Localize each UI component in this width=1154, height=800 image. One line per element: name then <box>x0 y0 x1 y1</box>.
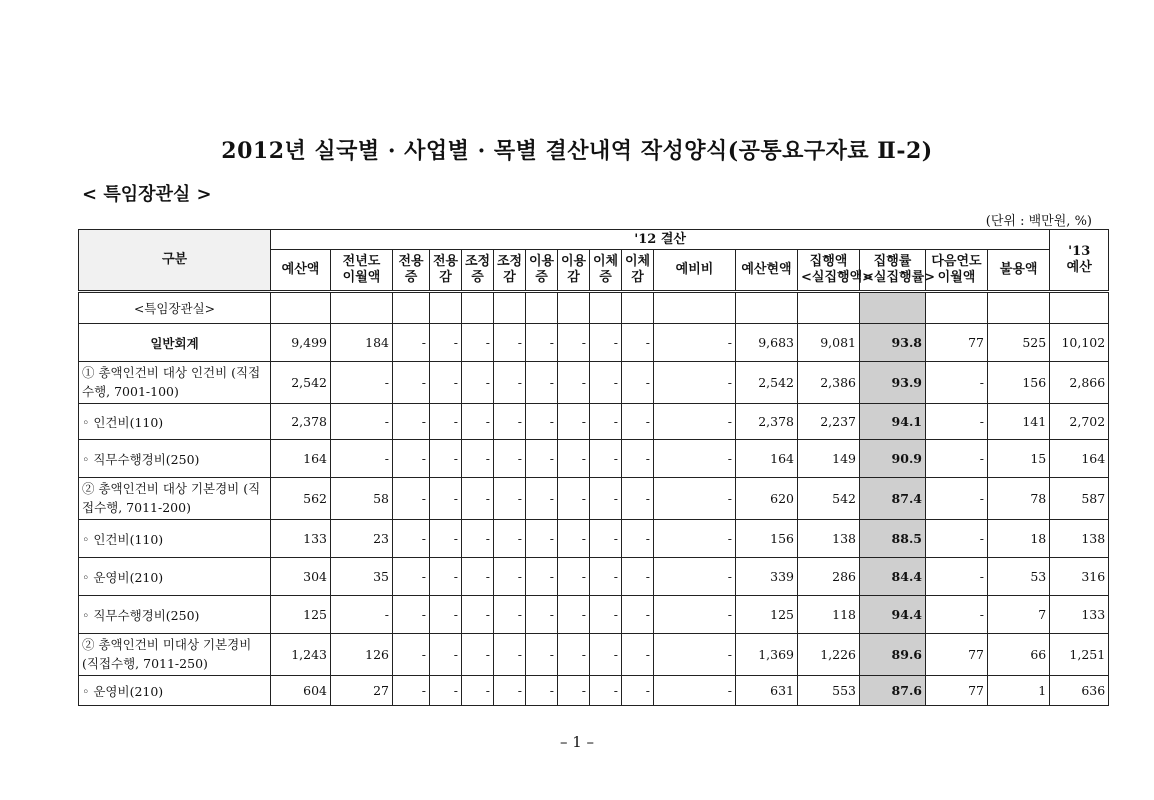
table-cell: - <box>526 478 558 520</box>
header-col-13-line1: 집행률 <box>873 254 912 270</box>
table-cell: 9,683 <box>736 324 798 362</box>
table-cell: 2,542 <box>271 362 331 404</box>
table-cell: - <box>462 440 494 478</box>
table-cell: - <box>462 596 494 634</box>
table-cell: - <box>622 558 654 596</box>
table-cell: 133 <box>271 520 331 558</box>
row-label: ◦ 인건비(110) <box>79 520 271 558</box>
table-cell: 77 <box>926 634 988 676</box>
table-cell: 636 <box>1050 676 1109 706</box>
table-cell: - <box>393 558 430 596</box>
table-cell: - <box>494 362 526 404</box>
table-cell: 156 <box>736 520 798 558</box>
table-cell: - <box>926 362 988 404</box>
table-cell: - <box>590 362 622 404</box>
header-col-2-line1: 전용 <box>398 254 424 270</box>
row-label: ◦ 직무수행경비(250) <box>79 596 271 634</box>
row-label: ② 총액인건비 미대상 기본경비 (직접수행, 7011-250) <box>79 634 271 676</box>
table-cell: 339 <box>736 558 798 596</box>
department-subtitle: < 특임장관실 > <box>82 184 212 205</box>
header-col-1 <box>331 250 393 292</box>
table-cell: - <box>654 676 736 706</box>
table-body <box>79 292 1109 706</box>
header-col-6 <box>526 250 558 292</box>
table-cell: - <box>558 478 590 520</box>
table-cell: - <box>622 634 654 676</box>
row-label: 일반회계 <box>79 324 271 362</box>
row-label: ◦ 직무수행경비(250) <box>79 440 271 478</box>
table-cell: 77 <box>926 324 988 362</box>
table-cell: - <box>430 676 462 706</box>
table-cell: 78 <box>988 478 1050 520</box>
table-cell: - <box>526 362 558 404</box>
table-cell: - <box>494 634 526 676</box>
table-cell: - <box>654 362 736 404</box>
table-cell: 1,226 <box>798 634 860 676</box>
header-col-1-line2: 이월액 <box>342 270 381 285</box>
table-cell: - <box>622 596 654 634</box>
header-col-4-line2: 증 <box>471 270 484 285</box>
table-cell: 87.4 <box>860 478 926 520</box>
table-cell: 138 <box>798 520 860 558</box>
table-cell: 18 <box>988 520 1050 558</box>
table-cell: 93.9 <box>860 362 926 404</box>
header-col-14-line2: 이월액 <box>937 270 976 285</box>
table-cell: - <box>331 404 393 440</box>
header-col-12 <box>798 250 874 292</box>
row-label: ② 총액인건비 대상 기본경비 (직접수행, 7011-200) <box>79 478 271 520</box>
table-cell: - <box>430 324 462 362</box>
header-col-15-line1: 불용액 <box>999 262 1038 278</box>
table-cell: - <box>494 404 526 440</box>
header-col-5 <box>494 250 526 292</box>
table-cell: 88.5 <box>860 520 926 558</box>
header-col-4 <box>462 250 494 292</box>
table-cell: 35 <box>331 558 393 596</box>
table-cell: 164 <box>1050 440 1109 478</box>
table-cell: - <box>494 478 526 520</box>
table-cell: - <box>430 404 462 440</box>
table-cell: 631 <box>736 676 798 706</box>
table-cell: - <box>654 558 736 596</box>
table-cell: - <box>494 558 526 596</box>
table-cell: 1,369 <box>736 634 798 676</box>
header-col-2 <box>393 250 430 292</box>
table-cell: - <box>393 676 430 706</box>
table-cell: - <box>590 478 622 520</box>
table-row <box>79 634 1109 676</box>
header-col-9-line1: 이체 <box>625 254 651 270</box>
header-col-11-line1: 예산현액 <box>741 262 792 278</box>
table-cell: 164 <box>736 440 798 478</box>
header-group-12: '12 결산 <box>271 230 1050 250</box>
header-col-1-line1: 전년도 <box>342 254 381 270</box>
section-label: <특임장관실> <box>79 292 271 324</box>
header-col-7 <box>558 250 590 292</box>
table-cell: 184 <box>331 324 393 362</box>
table-cell: 15 <box>988 440 1050 478</box>
table-cell: - <box>462 520 494 558</box>
table-cell: - <box>462 558 494 596</box>
row-label: ◦ 운영비(210) <box>79 558 271 596</box>
table-cell: - <box>430 596 462 634</box>
table-cell: 93.8 <box>860 324 926 362</box>
table-cell: - <box>926 478 988 520</box>
table-cell: - <box>926 404 988 440</box>
header-col-12-line1: 집행액 <box>809 254 848 270</box>
table-cell: 66 <box>988 634 1050 676</box>
table-cell: 316 <box>1050 558 1109 596</box>
header-col-13-line2: <실집행률> <box>863 270 936 285</box>
table-cell: 2,386 <box>798 362 860 404</box>
table-cell: - <box>393 324 430 362</box>
table-cell: - <box>393 440 430 478</box>
table-cell: - <box>430 520 462 558</box>
table-row <box>79 440 1109 478</box>
table-cell: - <box>622 676 654 706</box>
table-row <box>79 520 1109 558</box>
table-cell: - <box>462 634 494 676</box>
table-cell: 2,378 <box>736 404 798 440</box>
table-cell: 141 <box>988 404 1050 440</box>
table-cell: 1,251 <box>1050 634 1109 676</box>
header-col-3-line1: 전용 <box>433 254 459 270</box>
row-label: ◦ 인건비(110) <box>79 404 271 440</box>
table-cell: - <box>430 478 462 520</box>
header-col-5-line1: 조정 <box>497 254 523 270</box>
table-cell: 525 <box>988 324 1050 362</box>
table-row <box>79 362 1109 404</box>
table-cell: - <box>622 478 654 520</box>
header-col-9 <box>622 250 654 292</box>
header-col-4-line1: 조정 <box>465 254 491 270</box>
table-cell: 138 <box>1050 520 1109 558</box>
table-cell: 156 <box>988 362 1050 404</box>
table-cell: 7 <box>988 596 1050 634</box>
table-cell: - <box>430 440 462 478</box>
table-cell: 1 <box>988 676 1050 706</box>
table-cell: - <box>494 520 526 558</box>
header-col-9-line2: 감 <box>631 270 644 285</box>
header-col-7-line2: 감 <box>567 270 580 285</box>
table-cell: 53 <box>988 558 1050 596</box>
header-col-8 <box>590 250 622 292</box>
table-cell: - <box>654 596 736 634</box>
table-cell: - <box>558 404 590 440</box>
header-col-10-line1: 예비비 <box>675 262 714 278</box>
table-cell: 27 <box>331 676 393 706</box>
page-number: – 1 – <box>559 733 595 751</box>
table-cell: 133 <box>1050 596 1109 634</box>
table-cell: 90.9 <box>860 440 926 478</box>
table-cell: - <box>590 520 622 558</box>
header-col-2-line2: 증 <box>404 270 418 285</box>
table-cell: - <box>462 362 494 404</box>
table-cell: - <box>622 324 654 362</box>
table-cell: 286 <box>798 558 860 596</box>
table-cell: 587 <box>1050 478 1109 520</box>
table-cell: - <box>393 634 430 676</box>
table-cell: - <box>926 596 988 634</box>
table-cell: - <box>526 676 558 706</box>
header-gubun: 구분 <box>79 230 271 292</box>
header-col-6-line2: 증 <box>535 270 548 285</box>
table-cell: - <box>430 634 462 676</box>
table-cell: 94.1 <box>860 404 926 440</box>
table-cell: - <box>331 596 393 634</box>
table-cell: - <box>393 478 430 520</box>
table-cell: 89.6 <box>860 634 926 676</box>
table-cell: - <box>462 324 494 362</box>
table-cell: - <box>430 558 462 596</box>
table-cell: 562 <box>271 478 331 520</box>
table-cell: - <box>393 362 430 404</box>
header-col-3 <box>430 250 462 292</box>
table-cell: - <box>393 404 430 440</box>
table-cell: 604 <box>271 676 331 706</box>
table-cell: 304 <box>271 558 331 596</box>
table-cell: - <box>526 558 558 596</box>
table-cell: - <box>654 634 736 676</box>
table-cell: - <box>654 478 736 520</box>
table-cell: - <box>331 362 393 404</box>
table-cell: 84.4 <box>860 558 926 596</box>
table-cell: - <box>590 596 622 634</box>
table-cell: 126 <box>331 634 393 676</box>
table-cell: 125 <box>271 596 331 634</box>
table-cell: - <box>331 440 393 478</box>
table-row <box>79 404 1109 440</box>
table-cell: - <box>654 324 736 362</box>
table-cell: - <box>393 520 430 558</box>
table-cell: - <box>590 324 622 362</box>
table-row <box>79 676 1109 706</box>
table-cell: 2,702 <box>1050 404 1109 440</box>
table-cell: 58 <box>331 478 393 520</box>
header-col-0-line1: 예산액 <box>281 262 320 278</box>
table-cell: - <box>558 676 590 706</box>
header-col-5-line2: 감 <box>503 270 516 285</box>
table-cell: - <box>558 634 590 676</box>
table-cell: 2,866 <box>1050 362 1109 404</box>
table-cell: - <box>590 440 622 478</box>
table-cell: - <box>926 440 988 478</box>
table-cell: - <box>622 362 654 404</box>
header-col-3-line2: 감 <box>439 270 452 285</box>
header-col-8-line1: 이체 <box>593 254 619 270</box>
row-label: ◦ 운영비(210) <box>79 676 271 706</box>
header-col-8-line2: 증 <box>599 270 612 285</box>
table-row <box>79 558 1109 596</box>
table-cell: - <box>654 520 736 558</box>
table-cell: - <box>494 440 526 478</box>
table-cell: - <box>926 558 988 596</box>
settlement-table <box>78 229 1109 706</box>
table-cell: - <box>622 404 654 440</box>
table-cell: - <box>462 404 494 440</box>
header-col-13 <box>860 250 936 292</box>
table-cell: - <box>494 676 526 706</box>
table-cell: 87.6 <box>860 676 926 706</box>
table-cell: - <box>526 440 558 478</box>
header-col-12-line2: <실집행액> <box>801 270 874 285</box>
table-cell: - <box>622 440 654 478</box>
header-col-0 <box>271 250 331 292</box>
header-col-7-line1: 이용 <box>561 254 587 270</box>
header-col-10 <box>654 250 736 292</box>
table-cell: 2,378 <box>271 404 331 440</box>
table-row <box>79 596 1109 634</box>
table-cell: - <box>526 520 558 558</box>
table-cell: 2,542 <box>736 362 798 404</box>
table-cell: - <box>558 440 590 478</box>
table-row <box>79 478 1109 520</box>
table-cell: - <box>526 634 558 676</box>
table-cell: 125 <box>736 596 798 634</box>
table-cell: 118 <box>798 596 860 634</box>
table-cell: - <box>462 478 494 520</box>
table-cell: - <box>590 676 622 706</box>
table-cell: - <box>590 634 622 676</box>
table-cell: 1,243 <box>271 634 331 676</box>
row-label: ① 총액인건비 대상 인건비 (직접수행, 7001-100) <box>79 362 271 404</box>
table-cell: - <box>393 596 430 634</box>
table-cell: 553 <box>798 676 860 706</box>
table-cell: - <box>430 362 462 404</box>
table-cell: 10,102 <box>1050 324 1109 362</box>
table-cell: - <box>654 440 736 478</box>
table-cell: 542 <box>798 478 860 520</box>
table-cell: 23 <box>331 520 393 558</box>
table-cell: - <box>494 596 526 634</box>
table-cell: 94.4 <box>860 596 926 634</box>
table-cell: 164 <box>271 440 331 478</box>
table-cell: - <box>558 324 590 362</box>
table-cell: - <box>558 558 590 596</box>
table-cell: - <box>654 404 736 440</box>
table-cell: 2,237 <box>798 404 860 440</box>
table-header <box>79 230 1109 292</box>
unit-note: (단위 : 백만원, %) <box>985 214 1092 229</box>
table-cell: - <box>494 324 526 362</box>
table-cell: 620 <box>736 478 798 520</box>
table-cell: - <box>558 520 590 558</box>
table-cell: - <box>526 596 558 634</box>
header-col-11 <box>736 250 798 292</box>
table-cell: - <box>622 520 654 558</box>
header-col-14-line1: 다음연도 <box>931 254 982 270</box>
header-col-6-line1: 이용 <box>529 254 555 270</box>
header-col-13 <box>1050 230 1109 292</box>
section-row <box>79 292 1109 324</box>
table-cell: 149 <box>798 440 860 478</box>
table-cell: 9,081 <box>798 324 860 362</box>
table-cell: 9,499 <box>271 324 331 362</box>
header-col-13-line1: '13 <box>1068 244 1091 260</box>
table-cell: - <box>590 404 622 440</box>
table-cell: - <box>526 324 558 362</box>
table-cell: 77 <box>926 676 988 706</box>
table-row <box>79 324 1109 362</box>
table-cell: - <box>462 676 494 706</box>
table-cell: - <box>526 404 558 440</box>
header-col-15 <box>988 250 1050 292</box>
table-cell: - <box>926 520 988 558</box>
table-cell: - <box>558 596 590 634</box>
table-cell: - <box>590 558 622 596</box>
document-title: 2012년 실국별 · 사업별 · 목별 결산내역 작성양식(공통요구자료 Ⅱ-2) <box>221 138 933 164</box>
header-col-13-line2: 예산 <box>1066 260 1092 275</box>
table-cell: - <box>558 362 590 404</box>
